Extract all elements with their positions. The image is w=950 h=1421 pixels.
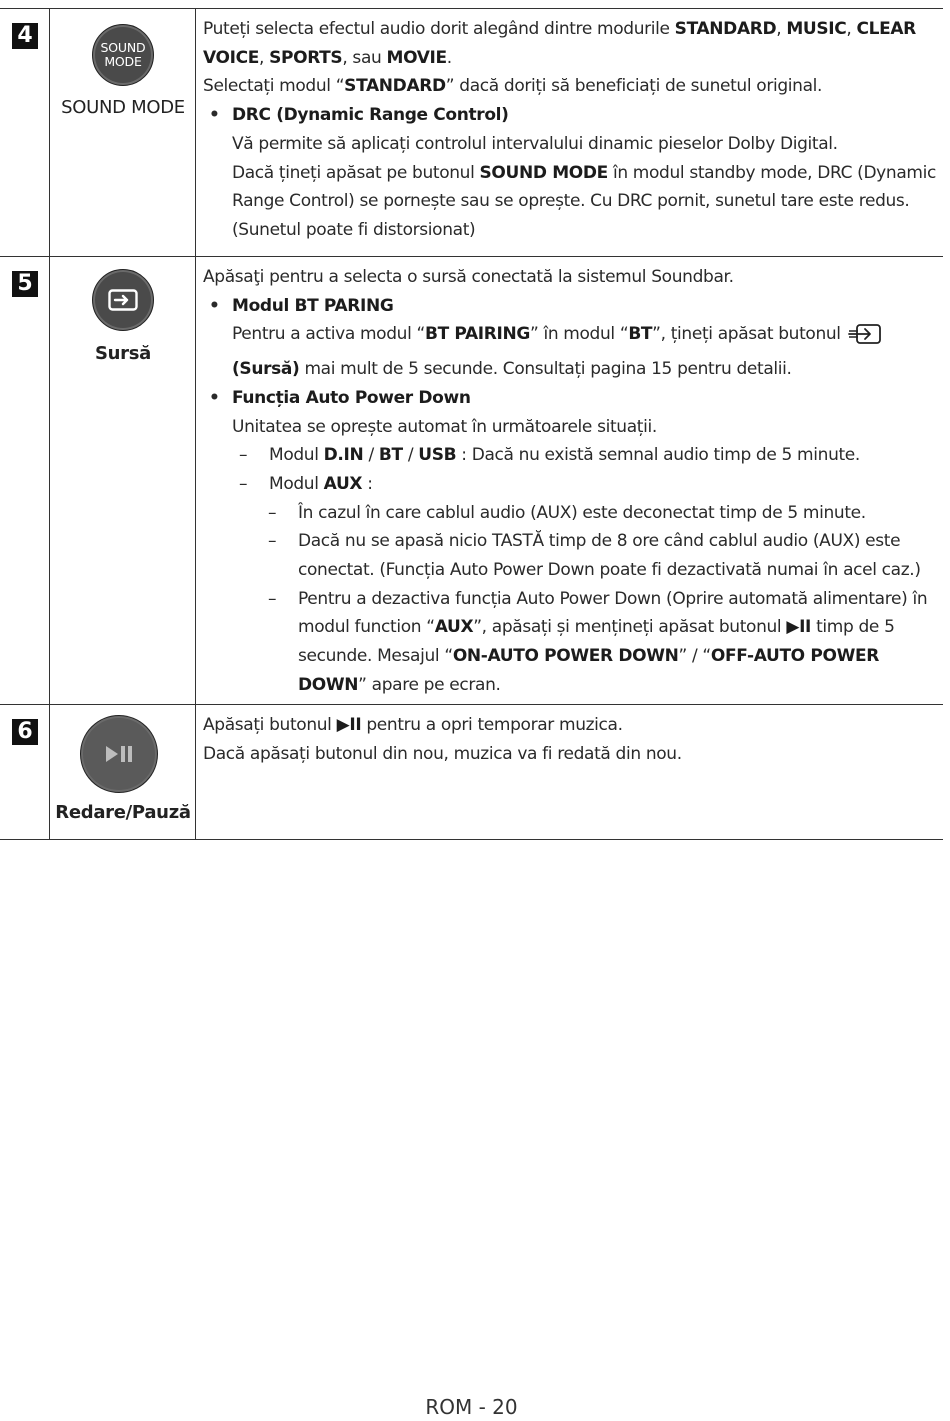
bt-bullet xyxy=(203,292,943,321)
text: ” / “ xyxy=(678,646,711,667)
text: mai mult de 5 secunde. Consultați pagina 15 pentru detalii. xyxy=(299,359,792,380)
message-text: ON-AUTO POWER DOWN xyxy=(452,646,679,667)
number-cell xyxy=(0,257,50,704)
icon-cell xyxy=(50,257,196,704)
text: Pentru a dezactiva funcția Auto Power Down (Oprire automată alimentare) în modul function “ xyxy=(298,588,928,638)
message-text: OFF-AUTO POWER DOWN xyxy=(298,646,879,695)
pause-paragraph xyxy=(203,711,943,740)
button-name: (Sursă) xyxy=(232,359,300,380)
mode-name: STANDARD xyxy=(344,76,446,97)
intro-paragraph: Apăsaţi pentru a selecta o sursă conectată la sistemul Soundbar. xyxy=(203,267,734,287)
bullet-title: Modul BT PARING xyxy=(232,295,394,316)
number-cell xyxy=(0,705,50,839)
mode-name: BT PAIRING xyxy=(424,324,530,345)
drc-toggle-paragraph xyxy=(203,159,943,245)
sound-mode-button-icon xyxy=(92,24,154,86)
standard-paragraph xyxy=(203,72,943,101)
row-number-badge: 4 xyxy=(12,23,38,49)
text: Pentru a activa modul “ xyxy=(232,324,425,345)
dash-item xyxy=(203,470,943,499)
text: , xyxy=(776,19,787,39)
controls-table xyxy=(0,8,943,840)
mode-name: MUSIC xyxy=(786,19,847,39)
text: timp de 5 secunde. Mesajul “ xyxy=(298,617,895,667)
text: Selectați modul “ xyxy=(203,76,345,97)
mode-name: SPORTS xyxy=(269,47,343,68)
text: ” dacă doriți să beneficiați de sunetul original. xyxy=(445,76,823,97)
text: / xyxy=(402,445,419,466)
apd-bullet xyxy=(203,384,943,413)
mode-name: MOVIE xyxy=(386,47,447,68)
icon-cell xyxy=(50,705,196,839)
text: Modul xyxy=(269,445,324,466)
text: . xyxy=(446,47,452,68)
mode-name: D.IN xyxy=(323,445,364,466)
text: ” în modul “ xyxy=(529,324,629,345)
row-number-badge: 6 xyxy=(12,719,38,745)
sub-dash-item xyxy=(203,585,943,700)
description-cell xyxy=(196,257,943,704)
button-text-line1: SOUND xyxy=(100,40,146,55)
text: : xyxy=(362,473,373,494)
text: , sau xyxy=(342,47,387,68)
text: pentru a opri temporar muzica. xyxy=(361,715,623,735)
sub-dash-item: – Dacă nu se apasă nicio TASTĂ timp de 8 ore când cablul audio (AUX) este conectat. (Funcția Auto Power Down poate fi dezactivată numai în acel caz.) xyxy=(203,527,943,584)
text: Dacă țineți apăsat pe butonul xyxy=(232,162,480,183)
button-name: SOUND MODE xyxy=(479,162,608,183)
table-row xyxy=(0,704,943,840)
text: Puteți selecta efectul audio dorit alegând dintre modurile xyxy=(203,19,675,39)
row-number-badge: 5 xyxy=(12,271,38,297)
mode-name: CLEAR VOICE xyxy=(203,19,916,68)
play-pause-icon xyxy=(80,715,158,793)
text: ” apare pe ecran. xyxy=(358,674,501,695)
text: în modul standby mode, DRC (Dynamic Range Control) se pornește sau se oprește. Cu DRC pornit, sunetul tare este redus. (Sunetul poate fi distorsionat) xyxy=(232,162,936,240)
play-pause-icon: ▶II xyxy=(336,715,362,735)
mode-name: BT xyxy=(628,324,653,345)
dash-item xyxy=(203,441,943,470)
bullet-title: DRC (Dynamic Range Control) xyxy=(232,105,509,126)
sub-dash-item: – În cazul în care cablul audio (AUX) este deconectat timp de 5 minute. xyxy=(203,499,943,528)
resume-paragraph: Dacă apăsați butonul din nou, muzica va fi redată din nou. xyxy=(203,743,682,764)
mode-name: USB xyxy=(418,445,457,466)
play-pause-icon: ▶II xyxy=(786,617,812,638)
button-label: SOUND MODE xyxy=(61,97,185,118)
button-label: Redare/Pauză xyxy=(55,802,191,823)
icon-cell xyxy=(50,9,196,256)
drc-bullet xyxy=(203,101,943,130)
bt-description xyxy=(203,320,943,383)
text: ”, apăsați și mențineți apăsat butonul xyxy=(473,617,787,638)
page-number: ROM - 20 xyxy=(425,1395,518,1419)
text: / xyxy=(363,445,379,466)
mode-name: STANDARD xyxy=(674,19,777,39)
text: ”, țineți apăsat butonul xyxy=(652,324,846,345)
table-row xyxy=(0,8,943,256)
drc-description: Vă permite să aplicați controlul intervalului dinamic pieselor Dolby Digital. xyxy=(232,133,838,154)
mode-name: AUX xyxy=(323,473,363,494)
bullet-title: Funcția Auto Power Down xyxy=(232,387,471,408)
source-input-icon xyxy=(848,323,882,355)
text: , xyxy=(846,19,857,39)
mode-name: BT xyxy=(378,445,403,466)
apd-description: Unitatea se oprește automat în următoarele situații. xyxy=(232,416,657,437)
intro-paragraph xyxy=(203,15,943,72)
button-label: Sursă xyxy=(94,343,152,364)
mode-name: AUX xyxy=(434,617,474,638)
source-input-icon xyxy=(92,269,154,331)
table-row xyxy=(0,256,943,704)
text: Apăsați butonul xyxy=(203,715,337,735)
number-cell xyxy=(0,9,50,256)
text: : Dacă nu există semnal audio timp de 5 minute. xyxy=(456,445,860,466)
text: , xyxy=(258,47,270,68)
button-text-line2: MODE xyxy=(104,54,142,69)
description-cell xyxy=(196,705,943,839)
description-cell xyxy=(196,9,943,256)
text: Modul xyxy=(269,473,324,494)
